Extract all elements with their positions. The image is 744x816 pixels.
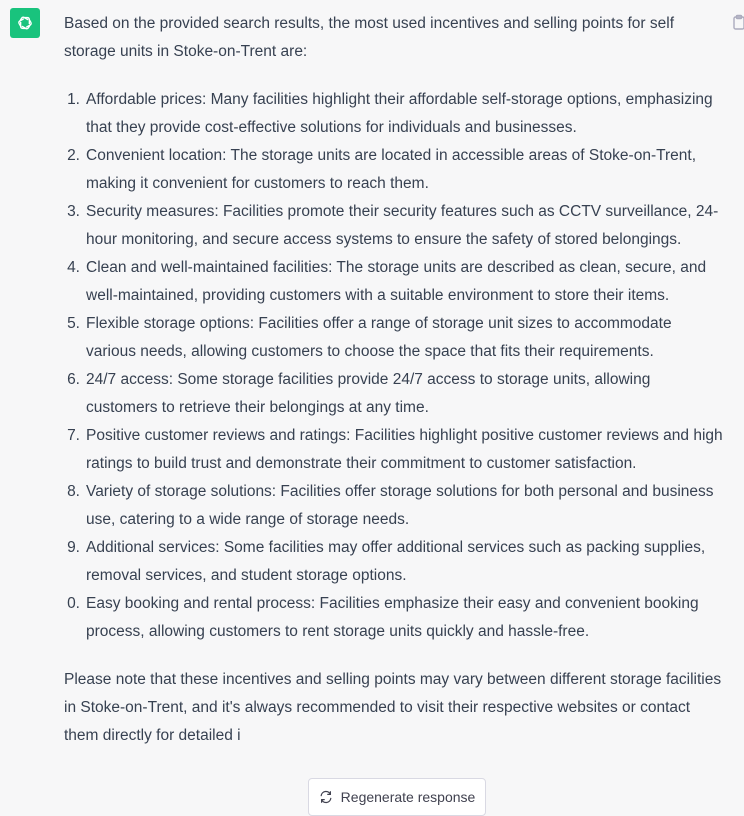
list-item-text: Convenient location: The storage units are located in accessible areas of Stoke-on-Trent, making it convenient for customers to reach them. (86, 147, 697, 192)
regenerate-label: Regenerate response (340, 789, 476, 805)
incentives-list (64, 86, 724, 646)
list-item-number: 2. (67, 147, 80, 164)
assistant-avatar (10, 8, 40, 38)
list-item (64, 198, 724, 254)
list-item-number: 1. (67, 91, 80, 108)
assistant-message (64, 10, 724, 750)
openai-logo-icon (15, 13, 35, 33)
list-item (64, 534, 724, 590)
message-outro: Please note that these incentives and selling points may vary between different storage facilities in Stoke-on-Trent, and it's always recommended to visit their respective websites or contact them directly for detailed i (64, 671, 722, 744)
list-item-number: 6. (67, 371, 80, 388)
list-item-number: 9. (67, 539, 80, 556)
list-item (64, 254, 724, 310)
list-item (64, 310, 724, 366)
list-item-text: Additional services: Some facilities may offer additional services such as packing supplies, removal services, and student storage options. (86, 539, 706, 584)
list-item-number: 7. (67, 427, 80, 444)
list-item-number: 3. (67, 203, 80, 220)
list-item (64, 142, 724, 198)
regenerate-response-button[interactable] (308, 778, 486, 816)
message-intro: Based on the provided search results, the most used incentives and selling points for self storage units in Stoke-on-Trent are: (64, 15, 675, 60)
list-item-number: 8. (67, 483, 80, 500)
list-item-text: Easy booking and rental process: Facilities emphasize their easy and convenient booking process, allowing customers to rent storage units quickly and hassle-free. (86, 595, 699, 640)
list-item-text: Flexible storage options: Facilities offer a range of storage unit sizes to accommodate various needs, allowing customers to choose the space that fits their requirements. (86, 315, 672, 360)
list-item-text: Security measures: Facilities promote their security features such as CCTV surveillance, 24-hour monitoring, and secure access systems to ensure the safety of stored belongings. (86, 203, 719, 248)
list-item-text: 24/7 access: Some storage facilities provide 24/7 access to storage units, allowing customers to retrieve their belongings at any time. (86, 371, 651, 416)
clipboard-icon[interactable] (731, 14, 744, 30)
list-item-text: Positive customer reviews and ratings: Facilities highlight positive customer reviews and high ratings to build trust and demonstrate their commitment to customer satisfaction. (86, 427, 723, 472)
list-item (64, 478, 724, 534)
list-item-number: 0. (67, 595, 80, 612)
list-item-number: 4. (67, 259, 80, 276)
list-item (64, 86, 724, 142)
refresh-icon (319, 790, 333, 804)
list-item (64, 366, 724, 422)
list-item-text: Affordable prices: Many facilities highlight their affordable self-storage options, emphasizing that they provide cost-effective solutions for individuals and businesses. (86, 91, 713, 136)
list-item-text: Clean and well-maintained facilities: The storage units are described as clean, secure, and well-maintained, providing customers with a suitable environment to store their items. (86, 259, 707, 304)
list-item (64, 422, 724, 478)
list-item-text: Variety of storage solutions: Facilities offer storage solutions for both personal and business use, catering to a wide range of storage needs. (86, 483, 714, 528)
list-item (64, 590, 724, 646)
list-item-number: 5. (67, 315, 80, 332)
